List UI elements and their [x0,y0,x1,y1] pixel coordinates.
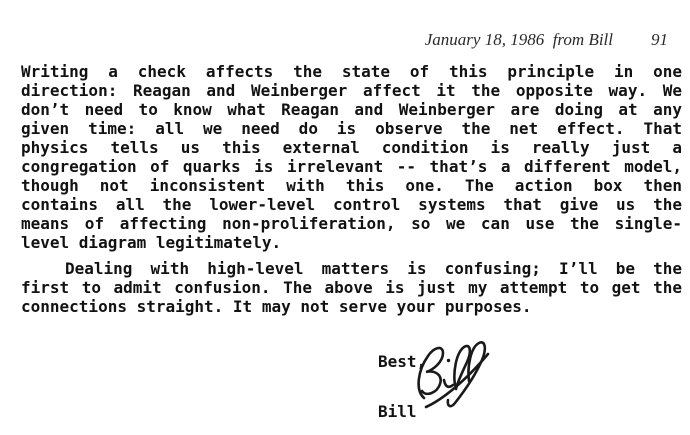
signature-i-dot [447,359,450,362]
signature-stroke-i [444,380,453,387]
signature-stroke-b [419,348,443,398]
text-line: connections straight. It may not serve your purposes. [21,297,532,316]
text-line: don’t need to know what Reagan and Weinberger are doing at any [21,100,682,119]
text-line: physics tells us this external condition is really just a [21,138,682,157]
paragraph-1 [21,62,682,252]
text-line: given time: all we need do is observe the net effect. That [21,119,682,138]
text-line: contains all the lower-level control systems that give us the [21,195,682,214]
text-line: Dealing with high-level matters is confusing; I’ll be the [65,259,682,278]
signature-name: Bill [378,402,417,421]
text-line: level diagram legitimately. [21,233,282,252]
page-header [0,10,668,70]
text-line: though not inconsistent with this one. The action box then [21,176,682,195]
text-line: congregation of quarks is irrelevant -- that’s a different model, [21,157,682,176]
paragraph-2 [21,259,682,316]
page-number: 91 [651,30,668,49]
header-date-from: January 18, 1986 from Bill [424,30,613,49]
text-line: direction: Reagan and Weinberger affect it the opposite way. We [21,81,682,100]
text-line: first to admit confusion. The above is just my attempt to get the [21,278,682,297]
letter-body [21,62,682,316]
signature-closing: Best, [378,352,427,371]
text-line: means of affecting non-proliferation, so we can use the single- [21,214,682,233]
text-line: Writing a check affects the state of this principle in one [21,62,682,81]
